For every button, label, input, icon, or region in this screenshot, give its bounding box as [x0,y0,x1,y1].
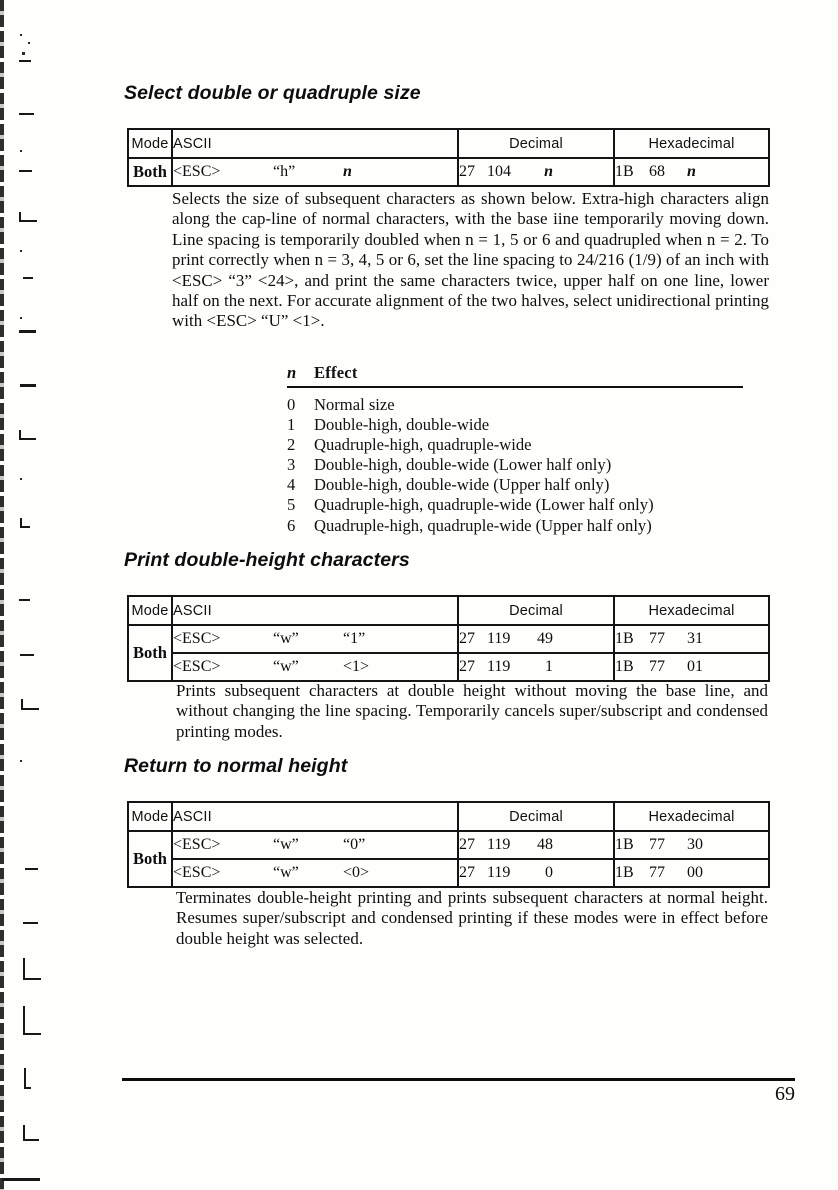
scan-dash [19,330,36,333]
scan-dash [20,384,36,387]
col-header-ascii: ASCII [172,802,458,831]
scan-hook [20,518,30,528]
col-header-hexadecimal: Hexadecimal [614,129,769,158]
hex-token: 77 [649,864,665,881]
hex-token: 31 [687,630,703,647]
hex-token: 00 [687,864,703,881]
description-paragraph: Prints subsequent characters at double height without moving the base line, and without changing the line spacing. Temporarily cancels super/subscript and condensed printing modes. [176,681,768,741]
ascii-value [172,653,458,681]
scan-speck [20,317,22,319]
effect-table-header [287,363,743,388]
ascii-token: <ESC> [173,630,221,647]
effect-col-n: n [287,363,297,382]
decimal-value [458,158,614,186]
scan-dash [19,113,34,115]
scan-speck [20,34,22,36]
ascii-token: <1> [343,658,370,675]
section-heading-select-size: Select double or quadruple size [124,82,421,104]
scan-hook [21,699,39,710]
effect-n: 3 [287,455,296,475]
effect-row [287,516,743,536]
decimal-token: 119 [487,658,511,675]
effect-n: 2 [287,435,296,455]
scan-bracket [23,1125,39,1141]
decimal-token: 27 [459,864,475,881]
mode-value: Both [128,625,172,681]
table-header-row [128,596,769,625]
ascii-token-n: n [343,163,352,180]
description-paragraph: Terminates double-height printing and prints subsequent characters at normal height. Resumes super/subscript and condensed printing if these modes were in effect before double height was selected. [176,888,768,948]
col-header-hexadecimal: Hexadecimal [614,802,769,831]
scan-smudge [2,1178,40,1181]
scan-hook [19,212,37,222]
effect-text: Quadruple-high, quadruple-wide (Lower half only) [314,495,654,515]
ascii-token: <ESC> [173,864,221,881]
mode-value: Both [128,158,172,186]
decimal-value [458,625,614,653]
decimal-token: 119 [487,836,511,853]
table-header-row [128,129,769,158]
effect-n: 4 [287,475,296,495]
scan-hook [19,430,36,440]
decimal-token: 119 [487,864,511,881]
scan-dash [19,599,30,601]
effect-text: Double-high, double-wide (Lower half only) [314,455,612,475]
footer-rule [122,1078,795,1081]
command-table-double-height [127,595,770,682]
hex-token: 01 [687,658,703,675]
decimal-token: 0 [545,864,553,881]
effect-text: Quadruple-high, quadruple-wide [314,435,532,455]
hex-value [614,625,769,653]
ascii-token: <ESC> [173,658,221,675]
scan-dash [23,277,33,279]
effect-n: 5 [287,495,296,515]
ascii-token: <ESC> [173,163,221,180]
effect-row [287,475,743,495]
decimal-token-n: n [544,163,553,180]
description-paragraph: Selects the size of subsequent characters as shown below. Extra-high characters align along the cap-line of normal characters, with the base iine temporarily moving down. Line spacing is temporarily doubled when n = 1, 5 or 6 and quadrupled when n = 2. To print correctly when n = 3, 4, 5 or 6, set the line spacing to 24/216 (1/9) of an inch with <ESC> “3” <24>, and print the same characters twice, upper half on one line, lower half on the next. For accurate alignment of the two halves, select unidirectional printing with <ESC> “U” <1>. [172,189,769,331]
hex-token: 1B [615,163,634,180]
effect-row [287,415,743,435]
table-row [128,859,769,887]
ascii-token: <ESC> [173,836,221,853]
effect-n: 6 [287,515,296,535]
decimal-token: 27 [459,658,475,675]
scan-speck [20,250,22,252]
effect-row [287,435,743,455]
scan-dash [23,922,38,924]
scan-speck [22,52,25,55]
effect-row [287,395,743,415]
hex-token: 1B [615,864,634,881]
scan-edge-strip [0,0,4,1190]
mode-value: Both [128,831,172,887]
effect-row [287,455,743,475]
decimal-token: 48 [537,836,553,853]
hex-value [614,653,769,681]
decimal-value [458,831,614,859]
hex-token: 68 [649,163,665,180]
table-row [128,625,769,653]
section-heading-double-height: Print double-height characters [124,549,410,571]
ascii-token: “w” [273,864,299,881]
hex-token: 77 [649,836,665,853]
ascii-value [172,831,458,859]
ascii-token: “w” [273,836,299,853]
effect-n: 0 [287,395,296,414]
effect-text: Double-high, double-wide (Upper half only) [314,475,610,495]
effect-row [287,495,743,515]
hex-token: 77 [649,658,665,675]
scan-dash [20,654,34,656]
hex-token: 1B [615,836,634,853]
hex-value [614,831,769,859]
scan-bracket [23,958,41,980]
decimal-token: 49 [537,630,553,647]
decimal-token: 27 [459,836,475,853]
scan-dash [25,868,38,870]
command-table-normal-height [127,801,770,888]
hex-value [614,859,769,887]
hex-token: 1B [615,658,634,675]
effect-col-effect: Effect [314,363,358,382]
effect-rows [287,395,743,536]
scan-speck [20,760,22,762]
scan-bracket [23,1006,41,1035]
decimal-value [458,859,614,887]
decimal-token: 1 [545,658,553,675]
col-header-mode: Mode [128,596,172,625]
decimal-token: 27 [459,630,475,647]
effect-text: Double-high, double-wide [314,415,490,435]
table-row [128,831,769,859]
scan-dash [19,170,32,172]
ascii-token: “1” [343,630,366,647]
scan-speck [28,42,30,44]
page-number: 69 [775,1083,795,1105]
ascii-value [172,158,458,186]
decimal-token: 27 [459,163,475,180]
ascii-value [172,859,458,887]
col-header-mode: Mode [128,129,172,158]
section-heading-normal-height: Return to normal height [124,755,348,777]
hex-token: 1B [615,630,634,647]
ascii-token: <0> [343,864,370,881]
col-header-decimal: Decimal [458,596,614,625]
decimal-value [458,653,614,681]
col-header-decimal: Decimal [458,802,614,831]
table-row [128,653,769,681]
scan-dash [19,60,31,62]
col-header-ascii: ASCII [172,596,458,625]
decimal-token: 119 [487,630,511,647]
col-header-ascii: ASCII [172,129,458,158]
decimal-token: 104 [487,163,511,180]
command-table-select-size [127,128,770,187]
effect-n: 1 [287,415,296,435]
scan-bracket [24,1068,31,1089]
effect-text: Normal size [314,395,395,414]
hex-token: 30 [687,836,703,853]
ascii-token: “h” [273,163,296,180]
table-row [128,158,769,186]
ascii-token: “0” [343,836,366,853]
effect-table [287,363,743,536]
hex-token: 77 [649,630,665,647]
ascii-token: “w” [273,658,299,675]
hex-value [614,158,769,186]
ascii-token: “w” [273,630,299,647]
effect-text: Quadruple-high, quadruple-wide (Upper half only) [314,515,652,535]
scan-speck [20,478,22,480]
ascii-value [172,625,458,653]
scan-speck [20,150,22,152]
hex-token-n: n [687,163,696,180]
table-header-row [128,802,769,831]
col-header-hexadecimal: Hexadecimal [614,596,769,625]
col-header-mode: Mode [128,802,172,831]
col-header-decimal: Decimal [458,129,614,158]
